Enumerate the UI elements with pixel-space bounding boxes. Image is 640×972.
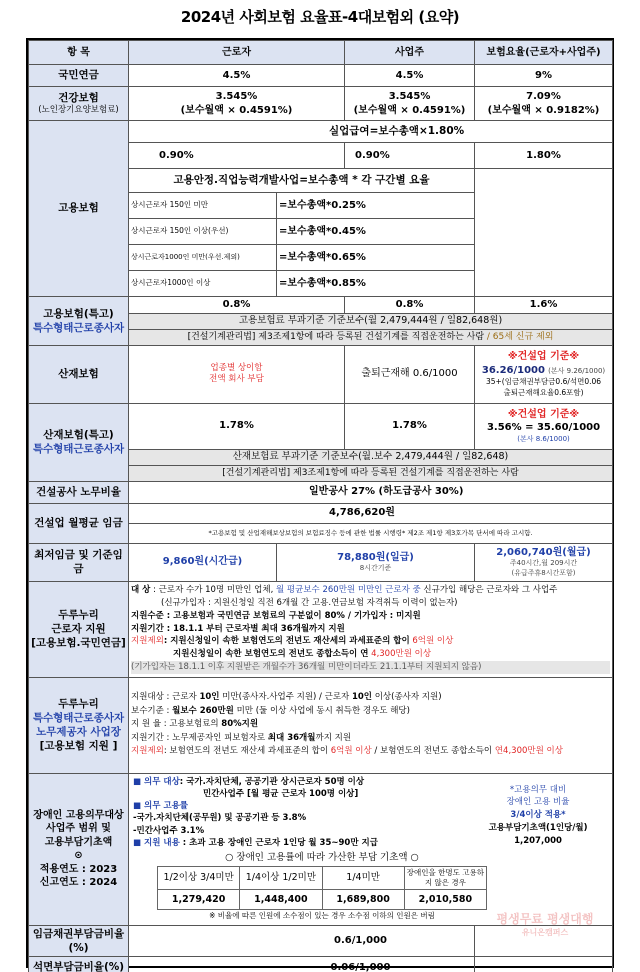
durunuri-special-l1-d: 10인 [351,692,373,703]
ind-special-label: 산재보험(특고) [43,428,114,441]
emp-special-employer: 0.8% [345,297,475,314]
levy-title: ○ 장애인 고용률에 따라 가산한 부담 기초액 ○ [225,852,419,864]
rate-table [28,40,613,972]
industrial-total-l3: 출퇴근재해요율0.6포함) [503,387,584,397]
employment-unemp-title: 실업급여=보수총액×1.80% [129,121,613,143]
health-row [29,87,613,121]
labor-ratio-row [29,481,613,503]
asbestos-value: 0.06/1,000 [129,956,475,972]
stamp-logo [470,910,620,938]
monthly-wage-note: *고용보험 및 산업재해보상보험의 보험료징수 등에 관한 법률 시행령* 제2조 제1항 제3호가목 단서에 따라 고시함. [129,523,613,543]
employment-stab-name-2: 상시근로자 150인 이상(우선) [129,219,277,245]
stamp-line2: 유니온캠퍼스 [521,928,569,937]
emp-special-worker: 0.8% [129,297,345,314]
disabled-side-1: *고용의무 대비 [509,784,567,795]
health-label-sub: (노인장기요양보험료) [38,104,119,115]
pension-total: 9% [475,65,613,87]
min-wage-day: 78,880원(일급) [337,551,414,563]
durunuri-special-l1-c: 미만(종사자.사업주 지원) / 근로자 [222,692,350,703]
levy-value-2: 1,448,400 [240,890,322,910]
durunuri-special-l1-b: 10인 [199,692,220,703]
industrial-row [29,345,613,403]
health-label: 건강보험 [58,91,99,104]
emp-special-label: 고용보험(특고) [43,307,114,320]
health-total-sub: (보수월액 × 0.9182%) [487,104,600,116]
employment-unemp-total: 1.80% [475,143,613,169]
durunuri-l2: (신규가입자 : 지원신청일 직전 6개월 간 고용.연금보험 자격취득 이력이 없는자) [161,598,458,609]
health-worker-sub: (보수월액 × 0.4591%) [180,104,293,116]
emp-special-total: 1.6% [475,297,613,314]
durunuri-special-label4: [고용보험 지원 ] [39,740,118,753]
header-employer: 사업주 [345,41,475,65]
durunuri-l6-b: 4,300만원 이상 [371,649,432,660]
min-wage-row [29,543,613,581]
monthly-wage-row [29,503,613,523]
industrial-label: 산재보험 [29,345,129,403]
monthly-wage-label: 건설업 월평균 임금 [29,503,129,543]
industrial-total-l2: 35+(임금채권부담금0.6/석면0.06 [485,377,602,387]
industrial-employer: 출퇴근재해 0.6/1000 [345,345,475,403]
pension-row [29,65,613,87]
asbestos-row [29,956,613,972]
ind-special-label2: 특수형태근로종사자 [32,443,125,455]
industrial-worker-a: 업종별 상이함 [210,362,263,373]
employment-unemp-title-row [29,121,613,143]
durunuri-special-row [29,677,613,773]
min-wage-month-sub2: (유급주휴8시간포함) [511,568,576,577]
emp-special-note2a: [건설기계관리법] 제3조제1항에 따라 등록된 건설기계를 직접운전하는 사람 [187,331,485,342]
ind-special-note1: 산재보험료 부과기준 기준보수(월.보수 2,479,444원 / 일82,648) [129,449,613,465]
employment-label: 고용보험 [29,121,129,297]
disabled-duty-a: : 국가.자치단체, 공공기관 상시근로자 50명 이상 [179,776,365,787]
pension-employer: 4.5% [345,65,475,87]
employment-stab-name-4: 상시근로자1000인 이상 [129,271,277,297]
durunuri-special-l5-a: : 보험연도의 전년도 재산세 과세표준의 합이 [163,746,329,757]
employment-stab-rate-3: =보수총액*0.65% [277,245,475,271]
durunuri-l7: (기가입자는 18.1.1 이후 지원받은 개월수가 36개월 미만이더라도 21.1.1부터 지원되지 않음) [131,661,610,674]
levy-note: ※ 비율에 따른 인원에 소수점이 있는 경우 소수점 이하의 인원은 버림 [209,911,435,921]
durunuri-special-l4-b: 최대 36개월 [267,732,316,743]
pension-worker: 4.5% [129,65,345,87]
wage-claim-label: 임금채권부담금비율(%) [29,925,129,956]
employment-stab-title: 고용안정.직업능력개발사업=보수총액 * 각 구간별 요율 [129,169,475,193]
industrial-total-title: ※건설업 기준※ [507,351,580,363]
ind-special-total-sub: (본사 8.6/1000) [517,434,570,443]
disabled-duty-tag: ■ 의무 대상 [133,776,180,787]
employment-stab-rate-2: =보수총액*0.45% [277,219,475,245]
header-rate: 보험요율(근로자+사업주) [475,41,613,65]
emp-special-row [29,297,613,314]
disabled-label3: 고용부담기초액 [44,836,113,848]
durunuri-l5-tag: 지원제외 [131,636,164,647]
employment-unemp-employer: 0.90% [345,143,475,169]
pension-label: 국민연금 [29,65,129,87]
emp-special-note2b: / 65세 신규 제외 [486,331,554,342]
health-worker: 3.545% [215,91,258,102]
stamp-line1: 평생무료 평생대행 [496,912,594,926]
disabled-label6: 신고연도 : 2024 [39,877,118,889]
industrial-total-main: 36.26/1000 [481,364,545,376]
durunuri-special-label2: 특수형태근로종사자 [32,711,125,724]
durunuri-special-l3-b: 80%지원 [221,719,259,730]
ind-special-employer: 1.78% [345,403,475,449]
durunuri-special-l5-d: 연4,300만원 이상 [494,746,563,757]
durunuri-special-l4-a: 지원기간 : 노무제공자인 피보험자로 [131,732,266,743]
levy-value-3: 1,689,800 [322,890,404,910]
durunuri-label2: 근로자 지원 [51,622,106,635]
durunuri-l5-a: : 지원신청일이 속한 보험연도의 전년도 재산세의 과세표준의 합이 [163,636,410,647]
header-item: 항 목 [29,41,129,65]
industrial-worker-b: 전액 회사 부담 [209,374,264,384]
disabled-side-4: 고용부담기초액(1인당/월) [488,822,588,833]
employment-unemp-worker: 0.90% [129,143,345,169]
page-title: 2024년 사회보험 요율표-4대보험외 (요약) [180,8,460,26]
disabled-support-tag: ■ 지원 내용 [133,838,180,849]
min-wage-month-sub1: 주40시간,월 209시간 [509,559,578,568]
durunuri-l1-a: : 근로자 수가 10명 미만인 업체, [153,585,274,596]
min-wage-month: 2,060,740원(월급) [496,546,591,558]
durunuri-special-l3-a: 지 원 율 : 고용보험료의 [131,719,219,730]
employment-stab-name-3: 상시근로자1000인 미만(우선.제외) [129,245,277,271]
disabled-rate-tag: ■ 의무 고용률 [133,801,189,812]
disabled-duty-b: 민간사업주 [월 평균 근로자 100명 이상] [203,788,359,799]
disabled-label4: ⊙ [74,850,83,862]
levy-table [157,851,487,922]
ind-special-worker: 1.78% [129,403,345,449]
header-worker: 근로자 [129,41,345,65]
rate-table-frame [26,38,614,972]
levy-header-2: 1/4이상 1/2미만 [240,867,322,890]
durunuri-special-l4-c: 까지 지원 [315,732,352,743]
durunuri-l3: 지원수준 : 고용보험과 국민연금 보험료의 구분없이 80% / 기가입자 : 미지원 [131,610,421,621]
durunuri-special-l1-e: 이상(종사자 지원) [374,692,442,703]
ind-special-row [29,403,613,449]
durunuri-special-l2-a: 보수기준 : [131,705,170,716]
disabled-label1: 장애인 고용의무대상 [33,809,124,821]
durunuri-special-l5-b: 6억원 이상 [330,746,372,757]
ind-special-total-main: 3.56% = 35.60/1000 [486,422,601,434]
disabled-label2: 사업주 범위 및 [46,823,111,835]
asbestos-blank [475,956,613,972]
durunuri-special-l5-c: / 보험연도의 전년도 종합소득이 [374,746,493,757]
levy-value-1: 1,279,420 [158,890,240,910]
durunuri-label1: 두루누리 [58,608,99,621]
labor-ratio-value: 일반공사 27% (하도급공사 30%) [129,481,613,503]
employment-stab-rate-4: =보수총액*0.85% [277,271,475,297]
levy-header-1: 1/2이상 3/4미만 [158,867,240,890]
durunuri-l6-a: 지원신청일이 속한 보험연도의 전년도 종합소득이 연 [173,649,369,660]
min-wage-day-sub: 8시간기준 [359,564,392,573]
durunuri-special-label1: 두루누리 [58,697,99,710]
durunuri-special-l5-tag: 지원제외 [131,746,164,757]
disabled-rate-a: -국가.자치단체(공무원) 및 공공기관 등 3.8% [133,813,307,824]
labor-ratio-label: 건설공사 노무비율 [29,481,129,503]
employment-stab-name-1: 상시근로자 150인 미만 [129,193,277,219]
disabled-label5: 적용연도 : 2023 [39,863,118,875]
asbestos-label: 석면부담금비율(%) [29,956,129,972]
durunuri-l1-tag: 대 상 [131,585,151,596]
disabled-rate-b: -민간사업주 3.1% [133,825,205,836]
min-wage-hour: 9,860원(시간급) [129,543,277,581]
durunuri-special-l1-a: 지원대상 : 근로자 [131,692,197,703]
header-row [29,41,613,65]
emp-special-label2: 특수형태근로종사자 [32,321,125,334]
disabled-side-5: 1,207,000 [514,835,562,846]
durunuri-l1-c: 신규가입 해당은 근로자와 그 사업주 [423,585,558,596]
durunuri-special-label3: 노무제공자 사업장 [36,726,121,738]
disabled-side-3: 3/4이상 적용* [510,810,566,820]
ind-special-note2: [건설기계관리법] 제3조제1항에 따라 등록된 건설기계를 직접운전하는 사람 [129,465,613,481]
durunuri-l5-b: 6억원 이상 [412,636,454,647]
durunuri-l1-b: 월 평균보수 260만원 미만인 근로자 중 [276,585,421,596]
monthly-wage-value: 4,786,620원 [129,503,613,523]
levy-header-4: 장애인을 한명도 고용하지 않은 경우 [404,867,486,890]
industrial-total-main-sub: (본사 9.26/1000) [548,366,606,375]
health-employer-sub: (보수월액 × 0.4591%) [353,104,466,116]
disabled-row [29,773,613,925]
levy-value-4: 2,010,580 [404,890,486,910]
durunuri-special-l2-b: 월보수 260만원 [172,705,234,716]
ind-special-total-title: ※건설업 기준※ [507,408,580,420]
levy-header-3: 1/4미만 [322,867,404,890]
health-employer: 3.545% [388,91,431,102]
durunuri-l4: 지원기간 : 18.1.1 부터 근로자별 최대 36개월까지 지원 [131,623,345,634]
durunuri-special-l2-c: 미만 (둘 이상 사업에 동시 취득한 경우도 해당) [236,705,410,716]
disabled-support-a: : 초과 고용 장애인 근로자 1인당 월 35~90만 지급 [182,838,378,849]
employment-blank-cell [475,169,613,297]
wage-claim-value: 0.6/1,000 [129,925,475,956]
emp-special-note1: 고용보험료 부과기준 기준보수(월 2,479,444원 / 일82,648원) [129,313,613,329]
health-total: 7.09% [526,91,561,102]
employment-stab-rate-1: =보수총액*0.25% [277,193,475,219]
durunuri-label3: [고용보험.국민연금] [31,637,126,650]
min-wage-label: 최저임금 및 기준임금 [29,543,129,581]
disabled-side-2: 장애인 고용 비율 [506,797,570,808]
durunuri-row [29,581,613,677]
